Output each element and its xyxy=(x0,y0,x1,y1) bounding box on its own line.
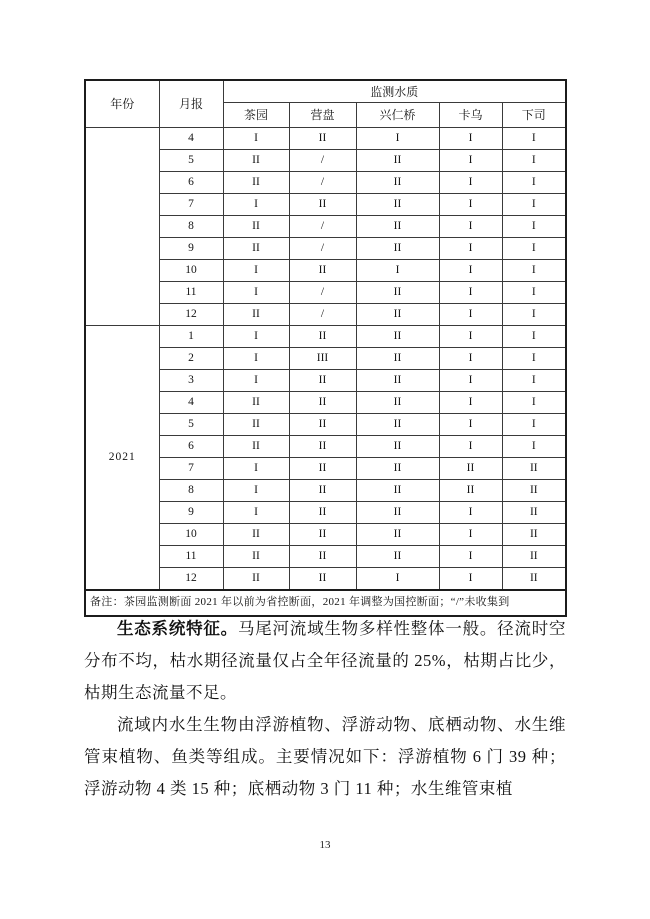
grade-cell: / xyxy=(289,238,356,260)
grade-cell: II xyxy=(439,458,502,480)
grade-cell: I xyxy=(223,370,289,392)
grade-cell: I xyxy=(502,348,566,370)
paragraph-aquatic-life xyxy=(84,709,566,805)
month-cell: 7 xyxy=(159,194,223,216)
grade-cell: II xyxy=(356,348,439,370)
grade-cell: II xyxy=(289,546,356,568)
grade-cell: II xyxy=(223,304,289,326)
grade-cell: II xyxy=(289,480,356,502)
grade-cell: I xyxy=(439,128,502,150)
col-header-month: 月报 xyxy=(159,80,223,128)
grade-cell: I xyxy=(502,194,566,216)
grade-cell: I xyxy=(439,414,502,436)
grade-cell: I xyxy=(502,436,566,458)
grade-cell: I xyxy=(439,436,502,458)
grade-cell: I xyxy=(223,348,289,370)
grade-cell: / xyxy=(289,216,356,238)
grade-cell: II xyxy=(356,392,439,414)
station-header-3: 兴仁桥 xyxy=(356,103,439,128)
month-cell: 8 xyxy=(159,480,223,502)
grade-cell: II xyxy=(223,216,289,238)
month-cell: 4 xyxy=(159,392,223,414)
grade-cell: II xyxy=(356,172,439,194)
grade-cell: I xyxy=(223,194,289,216)
grade-cell: II xyxy=(289,326,356,348)
grade-cell: III xyxy=(289,348,356,370)
grade-cell: II xyxy=(223,150,289,172)
station-header-4: 卡乌 xyxy=(439,103,502,128)
grade-cell: I xyxy=(502,304,566,326)
table-note: 备注：茶园监测断面 2021 年以前为省控断面，2021 年调整为国控断面；“/”未收集到 xyxy=(85,590,566,616)
year-cell: 2021 xyxy=(85,326,159,590)
grade-cell: I xyxy=(439,502,502,524)
grade-cell: I xyxy=(439,348,502,370)
station-header-5: 下司 xyxy=(502,103,566,128)
grade-cell: II xyxy=(356,546,439,568)
month-cell: 11 xyxy=(159,282,223,304)
grade-cell: I xyxy=(439,370,502,392)
grade-cell: II xyxy=(502,502,566,524)
month-cell: 4 xyxy=(159,128,223,150)
grade-cell: II xyxy=(356,282,439,304)
grade-cell: I xyxy=(439,568,502,590)
grade-cell: II xyxy=(502,524,566,546)
grade-cell: II xyxy=(223,414,289,436)
grade-cell: I xyxy=(223,260,289,282)
grade-cell: II xyxy=(223,524,289,546)
month-cell: 12 xyxy=(159,304,223,326)
body-text xyxy=(84,613,566,805)
grade-cell: I xyxy=(439,172,502,194)
grade-cell: II xyxy=(289,128,356,150)
grade-cell: I xyxy=(502,414,566,436)
grade-cell: II xyxy=(439,480,502,502)
grade-cell: I xyxy=(439,216,502,238)
grade-cell: II xyxy=(356,414,439,436)
month-cell: 9 xyxy=(159,502,223,524)
grade-cell: II xyxy=(356,370,439,392)
grade-cell: II xyxy=(356,216,439,238)
grade-cell: II xyxy=(223,568,289,590)
grade-cell: I xyxy=(223,282,289,304)
month-cell: 6 xyxy=(159,172,223,194)
month-cell: 1 xyxy=(159,326,223,348)
grade-cell: I xyxy=(439,524,502,546)
grade-cell: II xyxy=(289,502,356,524)
grade-cell: II xyxy=(223,238,289,260)
grade-cell: I xyxy=(439,194,502,216)
grade-cell: II xyxy=(356,502,439,524)
grade-cell: I xyxy=(502,392,566,414)
grade-cell: I xyxy=(439,326,502,348)
month-cell: 5 xyxy=(159,150,223,172)
month-cell: 10 xyxy=(159,524,223,546)
year-cell xyxy=(85,128,159,326)
grade-cell: II xyxy=(289,568,356,590)
grade-cell: II xyxy=(356,326,439,348)
month-cell: 3 xyxy=(159,370,223,392)
grade-cell: II xyxy=(289,260,356,282)
month-cell: 9 xyxy=(159,238,223,260)
month-cell: 10 xyxy=(159,260,223,282)
paragraph-ecosystem xyxy=(84,613,566,709)
grade-cell: I xyxy=(439,238,502,260)
grade-cell: II xyxy=(356,436,439,458)
grade-cell: II xyxy=(356,524,439,546)
grade-cell: I xyxy=(502,282,566,304)
table-note-row xyxy=(85,590,566,616)
grade-cell: I xyxy=(502,150,566,172)
grade-cell: I xyxy=(502,326,566,348)
paragraph-ecosystem-lead: 生态系统特征。 xyxy=(117,619,238,638)
month-cell: 5 xyxy=(159,414,223,436)
grade-cell: II xyxy=(356,150,439,172)
grade-cell: II xyxy=(223,392,289,414)
grade-cell: II xyxy=(289,370,356,392)
grade-cell: I xyxy=(502,370,566,392)
grade-cell: I xyxy=(223,326,289,348)
grade-cell: II xyxy=(289,524,356,546)
col-header-year: 年份 xyxy=(85,80,159,128)
grade-cell: II xyxy=(223,172,289,194)
grade-cell: / xyxy=(289,304,356,326)
grade-cell: II xyxy=(223,436,289,458)
col-header-water-quality: 监测水质 xyxy=(223,80,566,103)
grade-cell: I xyxy=(223,502,289,524)
paragraph-ecosystem-text: 马尾河流域生物多样性整体一般。径流时空分布不均，枯水期径流量仅占全年径流量的 25%，枯期占比少，枯期生态流量不足。 xyxy=(84,619,567,702)
grade-cell: II xyxy=(356,480,439,502)
grade-cell: I xyxy=(356,260,439,282)
page-number: 13 xyxy=(319,839,331,851)
table-row xyxy=(85,326,566,348)
grade-cell: II xyxy=(502,568,566,590)
grade-cell: I xyxy=(223,480,289,502)
grade-cell: II xyxy=(502,480,566,502)
grade-cell: I xyxy=(439,150,502,172)
grade-cell: / xyxy=(289,282,356,304)
grade-cell: I xyxy=(356,128,439,150)
grade-cell: / xyxy=(289,150,356,172)
grade-cell: II xyxy=(356,238,439,260)
grade-cell: II xyxy=(289,458,356,480)
station-header-1: 茶园 xyxy=(223,103,289,128)
month-cell: 12 xyxy=(159,568,223,590)
grade-cell: II xyxy=(223,546,289,568)
grade-cell: / xyxy=(289,172,356,194)
grade-cell: I xyxy=(356,568,439,590)
grade-cell: I xyxy=(502,172,566,194)
grade-cell: II xyxy=(289,194,356,216)
grade-cell: I xyxy=(439,260,502,282)
month-cell: 11 xyxy=(159,546,223,568)
station-header-2: 营盘 xyxy=(289,103,356,128)
paragraph-aquatic-life-text: 流域内水生生物由浮游植物、浮游动物、底栖动物、水生维管束植物、鱼类等组成。主要情况如下：浮游植物 6 门 39 种；浮游动物 4 类 15 种；底栖动物 3 门 11 种；水生维管束植 xyxy=(84,715,566,798)
grade-cell: I xyxy=(502,238,566,260)
grade-cell: I xyxy=(439,304,502,326)
grade-cell: II xyxy=(502,458,566,480)
grade-cell: I xyxy=(502,260,566,282)
grade-cell: II xyxy=(356,194,439,216)
grade-cell: I xyxy=(439,546,502,568)
grade-cell: I xyxy=(502,128,566,150)
grade-cell: II xyxy=(356,458,439,480)
grade-cell: II xyxy=(289,392,356,414)
month-cell: 7 xyxy=(159,458,223,480)
grade-cell: II xyxy=(289,414,356,436)
table-row xyxy=(85,128,566,150)
month-cell: 6 xyxy=(159,436,223,458)
grade-cell: II xyxy=(289,436,356,458)
grade-cell: I xyxy=(502,216,566,238)
month-cell: 2 xyxy=(159,348,223,370)
grade-cell: I xyxy=(223,458,289,480)
grade-cell: II xyxy=(502,546,566,568)
grade-cell: II xyxy=(356,304,439,326)
grade-cell: I xyxy=(439,282,502,304)
month-cell: 8 xyxy=(159,216,223,238)
water-quality-table xyxy=(84,79,567,617)
grade-cell: I xyxy=(439,392,502,414)
grade-cell: I xyxy=(223,128,289,150)
table-header-row-top xyxy=(85,80,566,103)
